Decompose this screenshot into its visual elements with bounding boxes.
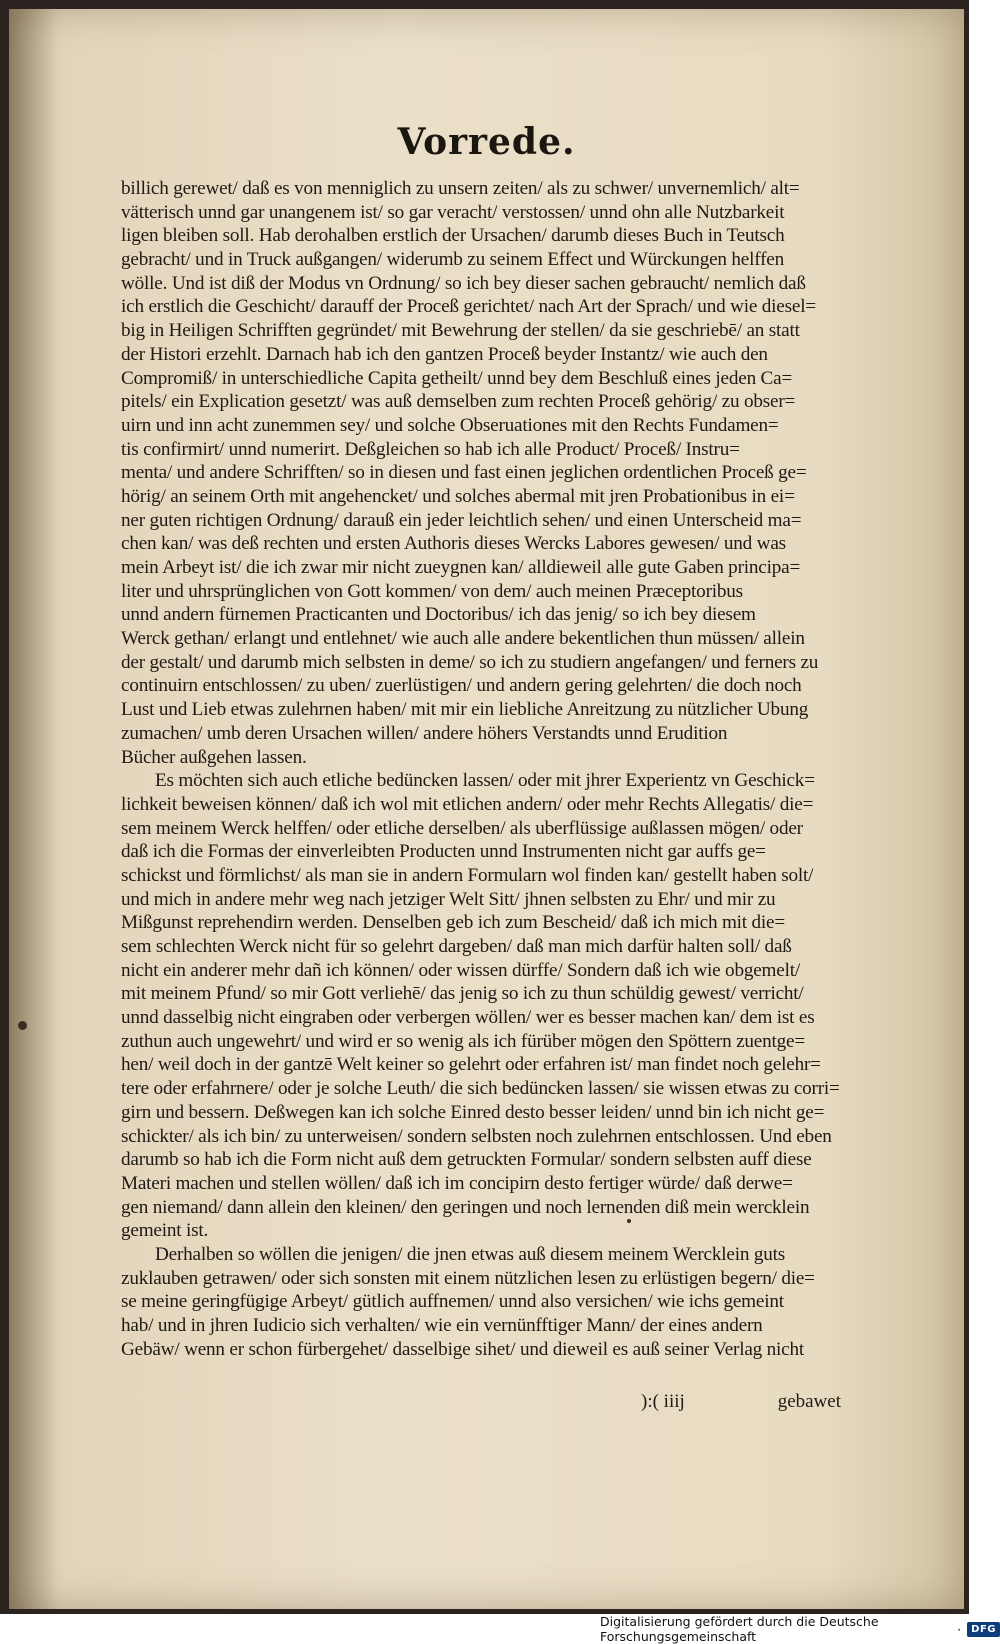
catchword: gebawet (777, 1391, 841, 1412)
text-line: vätterisch unnd gar unangenem ist/ so gar veracht/ verstossen/ unnd ohn alle Nutzbarkeit (121, 201, 785, 223)
text-line: uirn und inn acht zunemmen sey/ und solche Obseruationes mit den Rechts Fundamen= (121, 414, 779, 436)
dfg-separator: · (957, 1621, 962, 1637)
text-line: billich gerewet/ daß es von menniglich zu unsern zeiten/ als zu schwer/ unvernemlich/ alt= (121, 178, 800, 199)
text-line: unnd andern fürnemen Practicanten und Doctoribus/ ich das jenig/ so ich bey diesem (121, 604, 756, 626)
text-line: big in Heiligen Schrifften gegründet/ mit Bewehrung der stellen/ da sie geschriebē/ an statt (121, 320, 800, 342)
signature-line (121, 1391, 841, 1415)
footer (600, 1614, 1000, 1644)
text-line: continuirn entschlossen/ zu uben/ zuerlüstigen/ und andern gering gelehrten/ die doch noch (121, 675, 802, 697)
text-line: ligen bleiben soll. Hab derohalben erstlich der Ursachen/ darumb dieses Buch in Teutsch (121, 225, 785, 247)
text-line: schickter/ als ich bin/ zu unterweisen/ sondern selbsten noch zulehrnen entschlossen. Und eben (121, 1125, 832, 1147)
text-line: menta/ und andere Schrifften/ so in diesen und fast einen jeglichen ordentlichen Proceß ge= (121, 462, 807, 484)
text-line: se meine geringfügige Arbeyt/ gütlich auffnemen/ unnd also versichen/ wie ichs gemeint (121, 1291, 784, 1313)
funding-notice: Digitalisierung gefördert durch die Deutsche Forschungsgemeinschaft (600, 1614, 879, 1644)
text-line: liter und uhrsprünglichen von Gott kommen/ von dem/ auch meinen Præceptoribus (121, 580, 743, 602)
signature-mark: ):( iiij (641, 1391, 685, 1412)
text-line: mit meinem Pfund/ so mir Gott verliehē/ das jenig so ich zu thun schüldig gewest/ verricht/ (121, 983, 804, 1005)
text-line: Lust und Lieb etwas zulehrnen haben/ mit mir ein liebliche Anreitzung zu nützlicher Ubung (121, 699, 809, 721)
text-line: tere oder erfahrnere/ oder je solche Leuth/ die sich bedüncken lassen/ sie wissen etwas zu corri= (121, 1078, 840, 1100)
text-line: girn und bessern. Deßwegen kan ich solche Einred desto besser leiden/ unnd bin ich nicht ge= (121, 1101, 825, 1123)
text-line: chen kan/ was deß rechten und ersten Authoris dieses Wercks Labores gewesen/ und was (121, 533, 786, 555)
body-text (121, 177, 841, 1361)
text-line: pitels/ ein Explication gesetzt/ was auß demselben zum rechten Proceß gehörig/ zu obser= (121, 391, 796, 413)
binding-shadow (9, 9, 57, 1609)
text-line: darumb so hab ich die Form nicht auß dem getruckten Formular/ sondern selbsten auff diese (121, 1149, 812, 1171)
text-line: mein Arbeyt ist/ die ich zwar mir nicht zueygnen kan/ alldieweil alle gute Gaben principa= (121, 557, 801, 578)
text-line: hen/ weil doch in der gantzē Welt keiner so gelehrt oder erfahren ist/ man findet noch gelehr= (121, 1054, 821, 1076)
page-heading: Vorrede. (397, 121, 576, 163)
ink-spot (18, 1021, 27, 1030)
text-line: Materi machen und stellen wöllen/ daß ich im concipirn desto fertiger würde/ daß derwe= (121, 1172, 793, 1194)
text-line: lichkeit beweisen können/ daß ich wol mit etlichen andern/ oder mehr Rechts Allegatis/ die= (121, 793, 814, 815)
text-line: zuthun auch ungewehrt/ und wird er so wenig als ich fürüber mögen den Spöttern zuentge= (121, 1030, 805, 1052)
text-line: Derhalben so wöllen die jenigen/ die jnen etwas auß diesem meinem Wercklein guts (155, 1243, 786, 1265)
book-page (9, 9, 964, 1609)
text-line: sem meinem Werck helffen/ oder etliche derselben/ als uberflüssige außlassen mögen/ oder (121, 817, 803, 839)
text-line: der gestalt/ und darumb mich selbsten in deme/ so ich zu studiern angefangen/ und ferners zu (121, 651, 819, 673)
text-line: gen niemand/ dann allein den kleinen/ den geringen und noch lernenden diß mein wercklein (121, 1196, 810, 1218)
text-line: nicht ein anderer mehr dañ ich können/ oder wissen dürffe/ Sondern daß ich wie obgemelt/ (121, 959, 800, 981)
text-line: zumachen/ umb deren Ursachen willen/ andere höhers Verstandts unnd Erudition (121, 722, 728, 744)
text-line: unnd dasselbig nicht eingraben oder verbergen wöllen/ wer es besser machen kan/ dem ist es (121, 1007, 815, 1029)
text-line: Compromiß/ in unterschiedliche Capita getheilt/ unnd bey dem Beschluß eines jeden Ca= (121, 367, 793, 389)
text-line: zuklauben getrawen/ oder sich sonsten mit einem nützlichen lesen zu erlüstigen begern/ die= (121, 1267, 815, 1289)
text-line: Bücher außgehen lassen. (121, 746, 307, 768)
text-line: sem schlechten Werck nicht für so gelehrt dargeben/ daß man mich darfür halten soll/ daß (121, 936, 792, 957)
text-line: schickst und förmlichst/ als man sie in andern Formularn wol finden kan/ gestellt haben solt/ (121, 864, 814, 886)
text-line: hörig/ an seinem Orth mit angehencket/ und solches abermal mit jren Probationibus in ei= (121, 485, 795, 507)
text-line: ner guten richtigen Ordnung/ darauß ein jeder leichtlich sehen/ und einen Unterscheid ma= (121, 509, 802, 531)
text-line: Gebäw/ wenn er schon fürbergehet/ dasselbige sihet/ und dieweil es auß seiner Verlag nicht (121, 1338, 805, 1360)
text-line: Werck gethan/ erlangt und entlehnet/ wie auch alle andere bekentlichen thun müssen/ allein (121, 628, 805, 650)
text-line: gebracht/ und in Truck außgangen/ widerumb zu seinem Effect und Würckungen helffen (121, 249, 784, 271)
text-line: und mich in andere mehr weg nach jetziger Welt Sitt/ jhnen selbsten zu Ehr/ und mir zu (121, 888, 776, 910)
text-line: ich erstlich die Geschicht/ darauff der Proceß gerichtet/ nach Art der Sprach/ und wie diesel= (121, 296, 816, 318)
text-line: daß ich die Formas der einverleibten Producten unnd Instrumenten nicht gar auffs ge= (121, 841, 766, 863)
text-line: Es möchten sich auch etliche bedüncken lassen/ oder mit jhrer Experientz vn Geschick= (155, 770, 815, 792)
dfg-logo: DFG (967, 1622, 1000, 1637)
text-line: wölle. Und ist diß der Modus vn Ordnung/ so ich bey dieser sachen gebraucht/ nemlich daß (121, 272, 806, 294)
text-line: der Histori erzehlt. Darnach hab ich den gantzen Proceß beyder Instantz/ wie auch den (121, 343, 768, 365)
text-line: hab/ und in jhren Iudicio sich verhalten/ wie ein vernünfftiger Mann/ der eines andern (121, 1315, 763, 1336)
text-line: gemeint ist. (121, 1220, 209, 1242)
text-line: tis confirmirt/ unnd numerirt. Deßgleichen so hab ich alle Product/ Proceß/ Instru= (121, 438, 740, 460)
text-line: Mißgunst reprehendirn werden. Denselben geb ich zum Bescheid/ daß ich mich mit die= (121, 912, 785, 934)
